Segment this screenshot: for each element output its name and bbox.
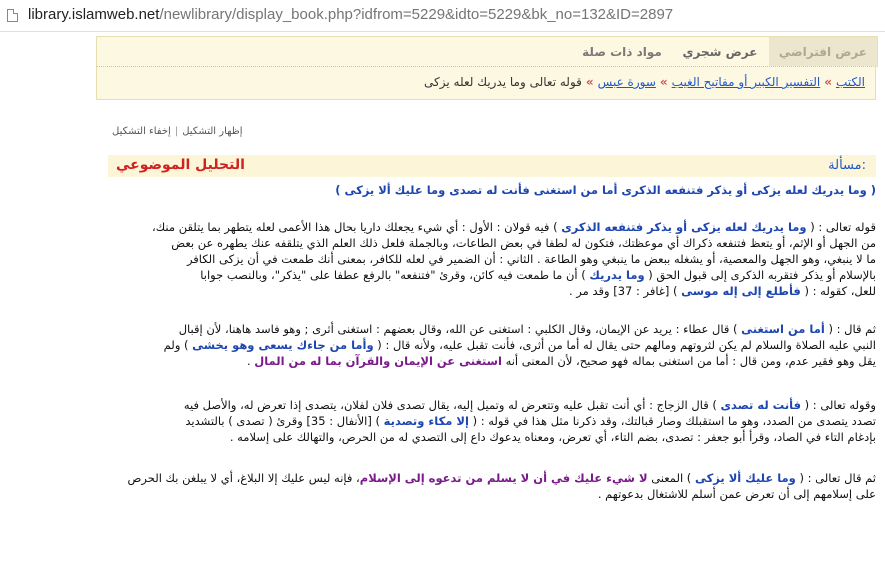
ayah-quote: فأطلع إلى إله موسى <box>681 284 801 298</box>
breadcrumb-separator: » <box>824 75 832 89</box>
text: تصدد يتصدى من الصدد، وهو ما استقبلك وصار قبالتك، وقد ذكرنا مثل هذا في قوله : ( <box>472 414 876 428</box>
ayah-quote: إلا مكاء وتصدية <box>383 414 469 428</box>
view-tabs <box>96 36 878 67</box>
text-line <box>185 413 876 429</box>
text: ) قال الزجاج : أي أنت تقبل عليه وتتعرض له وتميل إليه، يقال تصدى فلان لفلان، يتصدى إذا تعرض له، والأصل فيه <box>183 398 717 412</box>
breadcrumb-book-link[interactable]: التفسير الكبير أو مفاتيح الغيب <box>671 75 821 89</box>
ayah-quote: وما يدريك <box>589 268 645 282</box>
text: ) [الأنفال : 35] وقرئ ( تصدى ) بالتشديد <box>185 414 380 428</box>
text-line: من الجهل أو الإثم، أو يتعظ فتنفعه ذكراك أي موعظتك، فتكون له لطفا في بعض الطاعات، وبالجملة فلعل ذلك العلم الذي يتلقفه عنك يطهره عن بعض <box>171 236 876 250</box>
text: ) المعنى <box>651 471 692 485</box>
url-host: library.islamweb.net <box>28 6 160 23</box>
breadcrumb-surah-link[interactable]: سورة عبس <box>597 75 656 89</box>
hide-diacritics-link[interactable]: إخفاء التشكيل <box>112 126 171 137</box>
breadcrumb <box>96 66 876 100</box>
text: ) [غافر : 37] وقد مر . <box>568 284 678 298</box>
text: ) ولم <box>163 338 189 352</box>
text: ثم قال : ( <box>828 322 876 336</box>
text: ) فيه قولان : الأول : أي شيء يجعلك داريا بحال هذا الأعمى لعله يتطهر بما يتلقن منك، <box>152 220 558 234</box>
masala-label: مسألة: <box>828 158 866 173</box>
text: ) قال عطاء : يريد عن الإيمان، وقال الكلبي : استغنى عن الله، وقال بعضهم : استغنى أثرى ; وهو فاسد هاهنا، لأن إقبال <box>178 322 738 336</box>
breadcrumb-books-link[interactable]: الكتب <box>835 75 865 89</box>
text: بالإسلام أو يذكر فتقربه الذكرى إلى قبول الحق ( <box>648 268 876 282</box>
text: ) أن ما طمعت فيه كائن، وقرئ "فتنفعه" بالرفع عطفا على "يذكر"، وبالنصب جوابا <box>200 268 586 282</box>
highlight-text: استغنى عن الإيمان والقرآن بما له من المال <box>254 354 502 368</box>
breadcrumb-separator: » <box>659 75 668 89</box>
text-line: ما لا ينبغي، وهو الجهل والمعصية، أو يشغله ببعض ما ينبغي وهو الطاعة . الثاني : أن الضمير في لعله للكافر، بمعنى أنك طمعت في أن يزكى الكافر <box>186 252 876 266</box>
ayah-quote: وما يدريك لعله يزكى أو يذكر فتنفعه الذكرى <box>561 220 807 234</box>
page-icon <box>7 9 18 22</box>
ayah-line: ( وما يدريك لعله يزكى أو يذكر فتنفعه الذكرى أما من استغنى فأنت له تصدى وما عليك ألا يزكى ) <box>335 183 876 197</box>
topic-analysis-link[interactable]: التحليل الموضوعي <box>116 157 245 173</box>
text-line <box>164 337 876 353</box>
text-line: بإدغام التاء في الصاد، وقرأ أبو جعفر : تصدى، بضم التاء، أي تعرض، ومعناه يدعوك داع إلى التصدي له من الحرص، والتهالك على إسلامه . <box>229 430 876 444</box>
text-line <box>247 353 876 369</box>
text: قوله تعالى : ( <box>810 220 876 234</box>
address-bar[interactable] <box>0 0 885 32</box>
tab-tree-view[interactable]: عرض شجري <box>682 45 758 59</box>
section-header <box>108 155 876 177</box>
tab-related[interactable]: مواد ذات صلة <box>582 45 662 59</box>
breadcrumb-separator: » <box>585 75 594 89</box>
text-line <box>184 397 876 413</box>
url-text[interactable] <box>28 6 673 23</box>
ayah-quote: فأنت له تصدى <box>720 398 801 412</box>
text: النبي عليه الصلاة والسلام لم يكن لثروتهم ومالهم حتى يقال له أما من أثرى، فأنت تقبل عليه، ولأنه قال : ( <box>377 338 876 352</box>
text: وقوله تعالى : ( <box>804 398 876 412</box>
text-line <box>200 267 876 283</box>
ayah-quote: وأما من جاءك يسعى وهو يخشى <box>192 338 374 352</box>
text: يقل وهو فقير عدم، ومن قال : أما من استغنى بماله فهو صحيح، لأن المعنى أنه <box>505 354 876 368</box>
text-line <box>569 283 876 299</box>
diacritics-toggles <box>112 126 242 137</box>
breadcrumb-current: قوله تعالى وما يدريك لعله يزكى <box>424 75 582 89</box>
text-line <box>179 321 876 337</box>
text-line <box>152 219 876 235</box>
breadcrumb-row <box>424 75 865 89</box>
text: ، فإنه ليس عليك إلا البلاغ، أي لا يبلغن بك الحرص <box>127 471 360 485</box>
text-line <box>128 470 876 486</box>
tab-default-view[interactable]: عرض افتراضي <box>769 37 877 67</box>
toggle-separator: | <box>174 126 179 137</box>
text: للعل، كقوله : ( <box>804 284 876 298</box>
ayah-quote: وما عليك ألا يزكى <box>694 471 796 485</box>
url-path: /newlibrary/display_book.php?idfrom=5229&idto=5229&bk_no=132&ID=2897 <box>159 6 674 23</box>
text: . <box>246 354 251 368</box>
show-diacritics-link[interactable]: إظهار التشكيل <box>182 126 243 137</box>
ayah-quote: أما من استغنى <box>741 322 825 336</box>
highlight-text: لا شيء عليك في أن لا يسلم من تدعوه إلى الإسلام <box>359 471 648 485</box>
text-line: على إسلامهم إلى أن تعرض عمن أسلم للاشتغال بدعوتهم . <box>597 487 876 501</box>
text: ثم قال تعالى : ( <box>799 471 876 485</box>
